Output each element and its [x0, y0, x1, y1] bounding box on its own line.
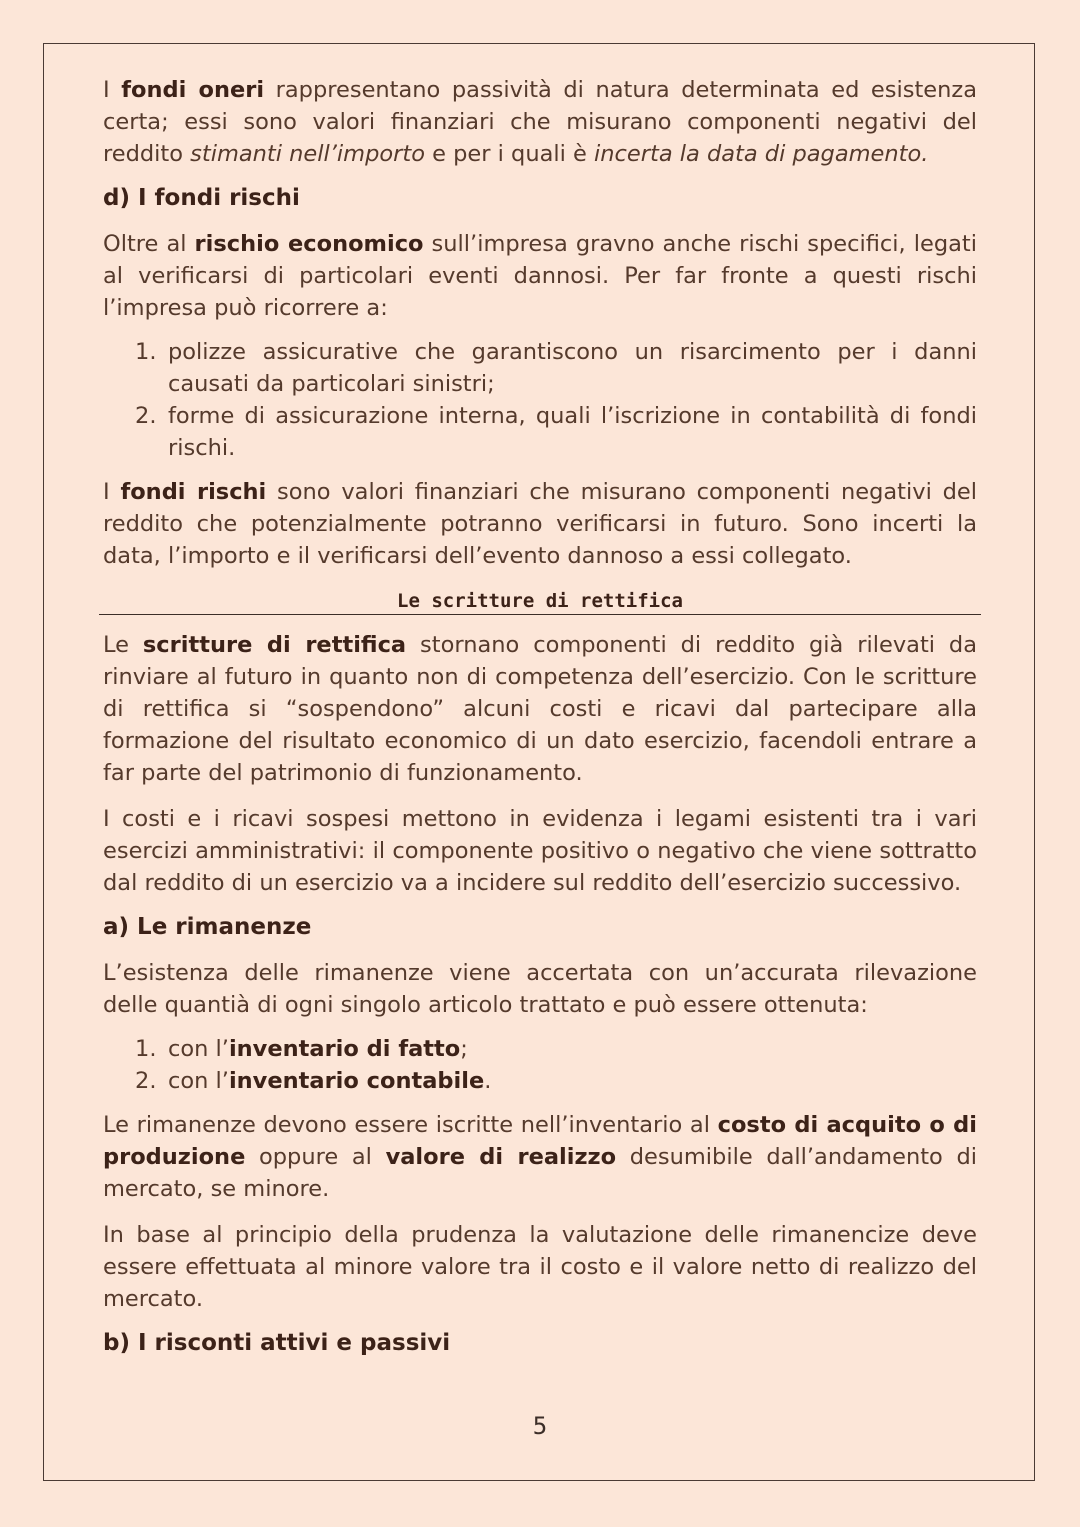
list-item: 2. con l’inventario contabile.: [135, 1068, 492, 1094]
list-item: 1. polizze assicurative che garantiscono un risarcimento per i danni causati da particolari sinistri;: [135, 339, 977, 397]
list-item: 1. con l’inventario di fatto;: [135, 1036, 468, 1062]
list-item: 2. forme di assicurazione interna, quali l’iscrizione in contabilità di fondi rischi.: [135, 403, 977, 461]
heading-fondi-rischi: d) I fondi rischi: [103, 185, 300, 211]
rischi-list: [103, 336, 977, 464]
rimanenze-valore-paragraph: Le rimanenze devono essere iscritte nell’inventario al costo di acquito o di produzione oppure al valore di realizzo desumibile dall’andamento di mercato, se minore.: [103, 1112, 977, 1202]
section-title: Le scritture di rettifica: [99, 584, 981, 615]
prudenza-paragraph: In base al principio della prudenza la valutazione delle rimanencize deve essere effettuata al minore valore tra il costo e il valore netto di realizzo del mercato.: [103, 1222, 977, 1312]
rimanenze-list: [103, 1033, 977, 1097]
costi-ricavi-paragraph: I costi e i ricavi sospesi mettono in evidenza i legami esistenti tra i vari esercizi amministrativi: il componente positivo o negativo che viene sottratto dal reddito di un esercizio va a incidere sul reddito dell’esercizio successivo.: [103, 806, 977, 896]
fondi-rischi-paragraph: I fondi rischi sono valori finanziari che misurano componenti negativi del reddito che potenzialmente potranno verificarsi in futuro. Sono incerti la data, l’importo e il verificarsi dell’evento dannoso a essi collegato.: [103, 479, 977, 569]
scritture-rettifica-term: scritture di rettifica: [142, 632, 407, 658]
rischio-economico-term: rischio economico: [194, 231, 424, 257]
fondi-oneri-term: fondi oneri: [121, 77, 265, 103]
rischi-intro-paragraph: Oltre al rischio economico sull’impresa gravno anche rischi specifici, legati al verificarsi di particolari eventi dannosi. Per far fronte a questi rischi l’impresa può ricorrere a:: [103, 231, 977, 321]
rimanenze-intro-paragraph: L’esistenza delle rimanenze viene accertata con un’accurata rilevazione delle quantià di ogni singolo articolo trattato e può essere ottenuta:: [103, 960, 977, 1018]
heading-risconti: b) I risconti attivi e passivi: [103, 1330, 451, 1356]
page-content: [103, 74, 977, 1373]
page-number: 5: [532, 1412, 548, 1440]
fondi-oneri-paragraph: I fondi oneri rappresentano passività di natura determinata ed esistenza certa; essi sono valori finanziari che misurano componenti negativi del reddito stimanti nell’importo e per i quali è incerta la data di pagamento.: [103, 77, 977, 167]
heading-rimanenze: a) Le rimanenze: [103, 914, 312, 940]
fondi-rischi-term: fondi rischi: [120, 479, 267, 505]
rettifica-intro-paragraph: Le scritture di rettifica stornano componenti di reddito già rilevati da rinviare al futuro in quanto non di competenza dell’esercizio. Con le scritture di rettifica si “sospendono” alcuni costi e ricavi dal partecipare alla formazione del risultato economico di un dato esercizio, facendoli entrare a far parte del patrimonio di funzionamento.: [103, 632, 978, 786]
